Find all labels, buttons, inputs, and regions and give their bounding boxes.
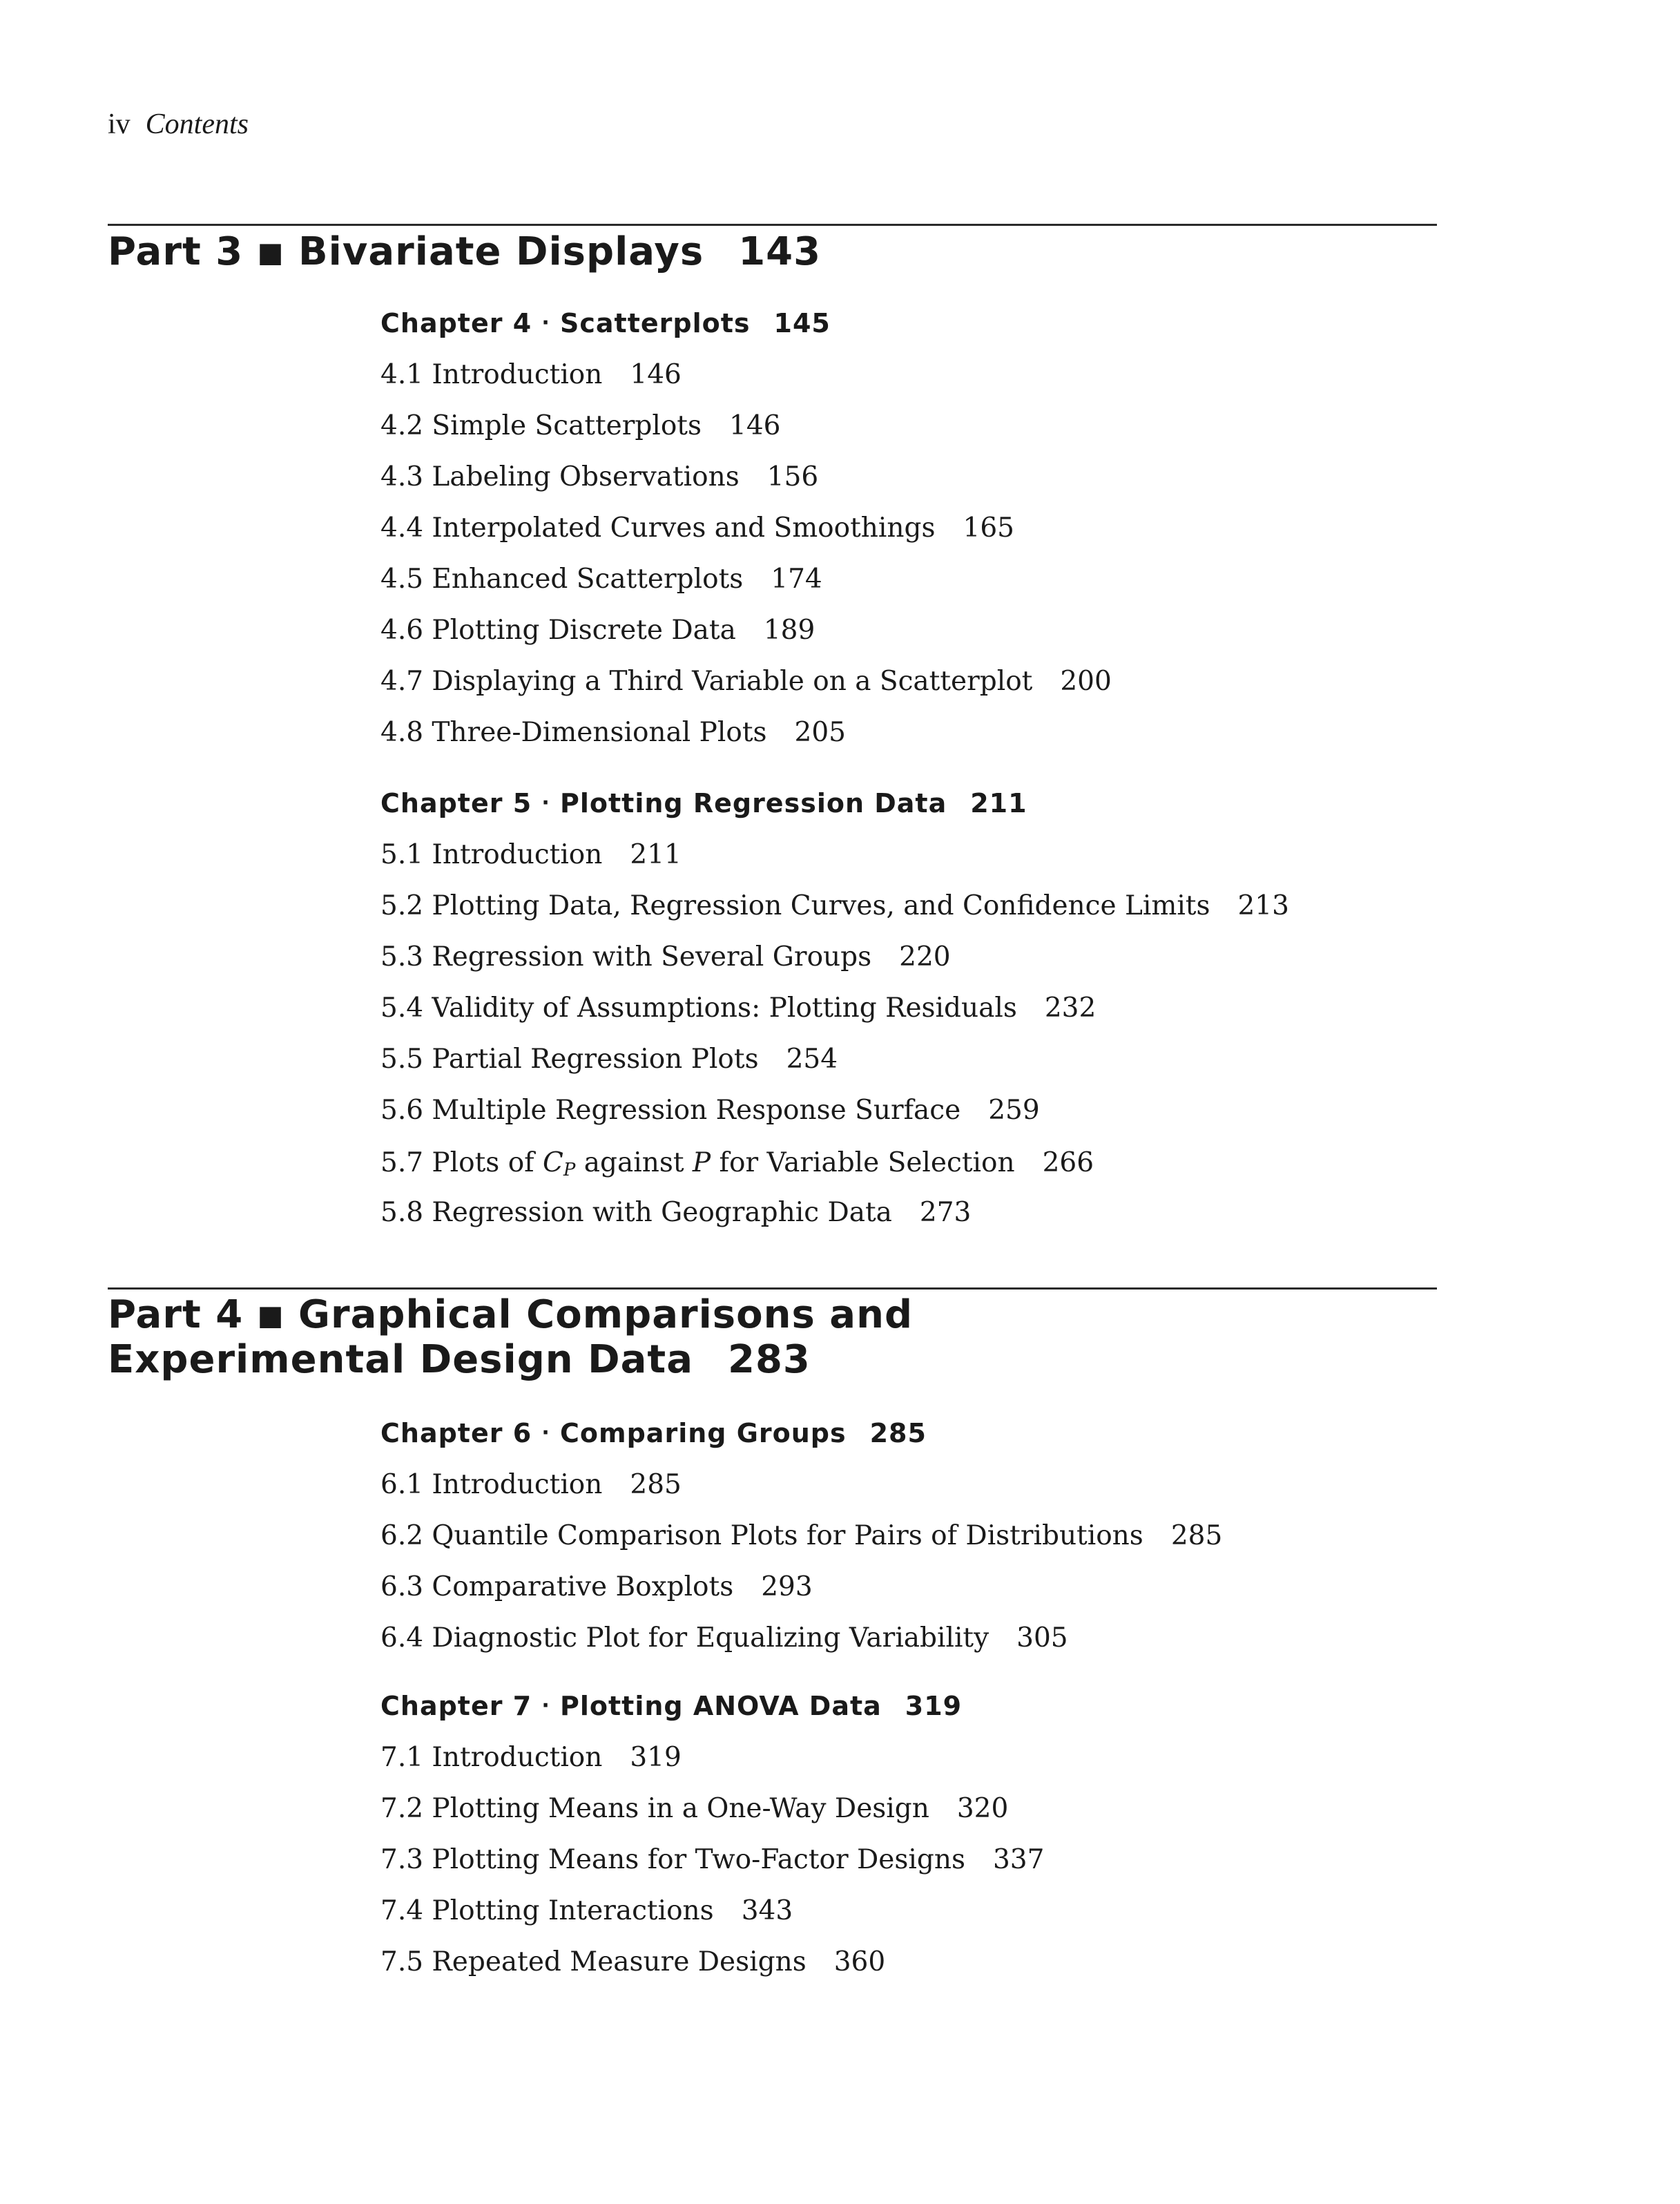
- running-head-title: Contents: [145, 108, 249, 140]
- toc-entry: [380, 562, 822, 597]
- section-page-number: 285: [630, 1469, 682, 1500]
- part-separator: ■: [257, 1300, 284, 1332]
- section-page-number: 220: [899, 941, 951, 972]
- section-title-suffix: for Variable Selection: [711, 1147, 1015, 1178]
- part-heading-line: [108, 1293, 913, 1338]
- chapter-title: Plotting ANOVA Data: [560, 1691, 882, 1721]
- section-title: 7.3 Plotting Means for Two-Factor Designs: [380, 1844, 965, 1875]
- toc-entry: [380, 1570, 813, 1604]
- section-title: 4.7 Displaying a Third Variable on a Scatterplot: [380, 666, 1033, 697]
- part-rule: [108, 224, 1437, 226]
- section-title: 4.6 Plotting Discrete Data: [380, 615, 736, 646]
- section-page-number: 293: [761, 1571, 813, 1602]
- section-title-prefix: 5.7 Plots of: [380, 1147, 543, 1178]
- part-title-text: Bivariate Displays: [298, 229, 704, 274]
- chapter-separator: ·: [541, 1694, 550, 1718]
- section-page-number: 232: [1044, 993, 1097, 1024]
- section-page-number: 259: [988, 1095, 1040, 1126]
- section-title: 5.1 Introduction: [380, 839, 603, 870]
- part-heading: [108, 1293, 913, 1382]
- section-title: [380, 1147, 1015, 1178]
- section-title: 5.8 Regression with Geographic Data: [380, 1197, 892, 1228]
- section-title: 4.4 Interpolated Curves and Smoothings: [380, 512, 936, 544]
- toc-entry: [380, 511, 1014, 546]
- toc-entry: [380, 838, 682, 872]
- variable-c: C: [543, 1147, 563, 1178]
- section-page-number: 273: [919, 1197, 972, 1228]
- toc-entry: [380, 1042, 838, 1077]
- section-page-number: 320: [956, 1793, 1009, 1824]
- section-title: 4.1 Introduction: [380, 359, 603, 390]
- variable-subscript: P: [563, 1160, 576, 1180]
- section-page-number: 165: [963, 512, 1014, 544]
- toc-entry: [380, 716, 846, 750]
- chapter-separator: ·: [541, 1421, 550, 1445]
- section-page-number: 200: [1060, 666, 1112, 697]
- toc-entry: [380, 889, 1289, 923]
- part-rule: [108, 1287, 1437, 1290]
- section-page-number: 360: [833, 1946, 886, 1977]
- section-title: 4.3 Labeling Observations: [380, 461, 740, 492]
- toc-entry: [380, 1196, 971, 1230]
- section-page-number: 205: [794, 717, 846, 748]
- section-page-number: 254: [786, 1044, 838, 1075]
- section-title: 5.6 Multiple Regression Response Surface: [380, 1095, 961, 1126]
- section-page-number: 305: [1016, 1622, 1068, 1654]
- toc-entry: [380, 460, 818, 495]
- section-title: 5.4 Validity of Assumptions: Plotting Residuals: [380, 993, 1017, 1024]
- chapter-title: Scatterplots: [560, 308, 751, 338]
- section-page-number: 213: [1237, 890, 1289, 921]
- part-label: Part 3: [108, 229, 244, 274]
- toc-entry: [380, 991, 1096, 1026]
- part-heading: [108, 230, 821, 275]
- section-page-number: 285: [1170, 1520, 1223, 1551]
- chapter-page-number: 319: [905, 1691, 963, 1721]
- chapter-separator: ·: [541, 791, 550, 815]
- toc-entry: [380, 1146, 1094, 1180]
- section-title: 6.2 Quantile Comparison Plots for Pairs of Distributions: [380, 1520, 1143, 1551]
- section-page-number: 319: [630, 1742, 682, 1773]
- section-page-number: 146: [729, 410, 781, 441]
- section-page-number: 343: [741, 1895, 793, 1926]
- running-head: [108, 104, 249, 145]
- toc-entry: [380, 1519, 1222, 1553]
- part-title-text: Experimental Design Data: [108, 1337, 693, 1382]
- toc-entry: [380, 1843, 1044, 1877]
- part-page-number: 143: [738, 229, 822, 274]
- variable-p: P: [692, 1147, 711, 1178]
- section-page-number: 189: [763, 615, 815, 646]
- part-title-text: Graphical Comparisons and: [298, 1292, 914, 1337]
- section-page-number: 156: [766, 461, 819, 492]
- section-title: 4.8 Three-Dimensional Plots: [380, 717, 767, 748]
- page-folio: iv: [108, 108, 131, 140]
- part-page-number: 283: [727, 1337, 811, 1382]
- chapter-heading: [380, 786, 1027, 821]
- section-title: 7.2 Plotting Means in a One-Way Design: [380, 1793, 929, 1824]
- section-page-number: 211: [630, 839, 682, 870]
- toc-entry: [380, 1621, 1068, 1656]
- section-page-number: 174: [771, 564, 822, 595]
- section-title-mid: against: [575, 1147, 693, 1178]
- section-title: 5.3 Regression with Several Groups: [380, 941, 872, 972]
- section-title: 4.5 Enhanced Scatterplots: [380, 564, 744, 595]
- toc-entry: [380, 358, 682, 392]
- toc-entry: [380, 1894, 793, 1928]
- section-page-number: 266: [1042, 1147, 1094, 1178]
- section-title: 7.1 Introduction: [380, 1742, 603, 1773]
- chapter-heading: [380, 1689, 962, 1723]
- section-title: 5.2 Plotting Data, Regression Curves, and Confidence Limits: [380, 890, 1210, 921]
- section-title: 5.5 Partial Regression Plots: [380, 1044, 759, 1075]
- section-page-number: 146: [630, 359, 682, 390]
- toc-entry: [380, 1792, 1008, 1826]
- chapter-label: Chapter 5: [380, 788, 532, 818]
- chapter-heading: [380, 1416, 927, 1450]
- chapter-label: Chapter 4: [380, 308, 532, 338]
- chapter-page-number: 285: [869, 1418, 927, 1448]
- chapter-heading: [380, 306, 831, 341]
- section-title: 6.3 Comparative Boxplots: [380, 1571, 734, 1602]
- section-title: 6.4 Diagnostic Plot for Equalizing Variability: [380, 1622, 989, 1654]
- toc-entry: [380, 613, 815, 648]
- part-label: Part 4: [108, 1292, 244, 1337]
- chapter-separator: ·: [541, 311, 550, 335]
- section-title: 7.4 Plotting Interactions: [380, 1895, 714, 1926]
- toc-entry: [380, 1468, 682, 1502]
- toc-entry: [380, 409, 780, 443]
- part-separator: ■: [257, 237, 284, 269]
- chapter-page-number: 211: [970, 788, 1027, 818]
- part-heading-line: [108, 1338, 913, 1382]
- toc-entry: [380, 1093, 1040, 1128]
- chapter-page-number: 145: [773, 308, 831, 338]
- section-page-number: 337: [992, 1844, 1045, 1875]
- toc-entry: [380, 664, 1112, 699]
- section-title: 6.1 Introduction: [380, 1469, 603, 1500]
- toc-entry: [380, 1945, 885, 1980]
- toc-entry: [380, 940, 951, 975]
- toc-entry: [380, 1741, 682, 1775]
- chapter-title: Comparing Groups: [560, 1418, 847, 1448]
- chapter-title: Plotting Regression Data: [560, 788, 947, 818]
- section-title: 7.5 Repeated Measure Designs: [380, 1946, 807, 1977]
- chapter-label: Chapter 7: [380, 1691, 532, 1721]
- chapter-label: Chapter 6: [380, 1418, 532, 1448]
- section-title: 4.2 Simple Scatterplots: [380, 410, 702, 441]
